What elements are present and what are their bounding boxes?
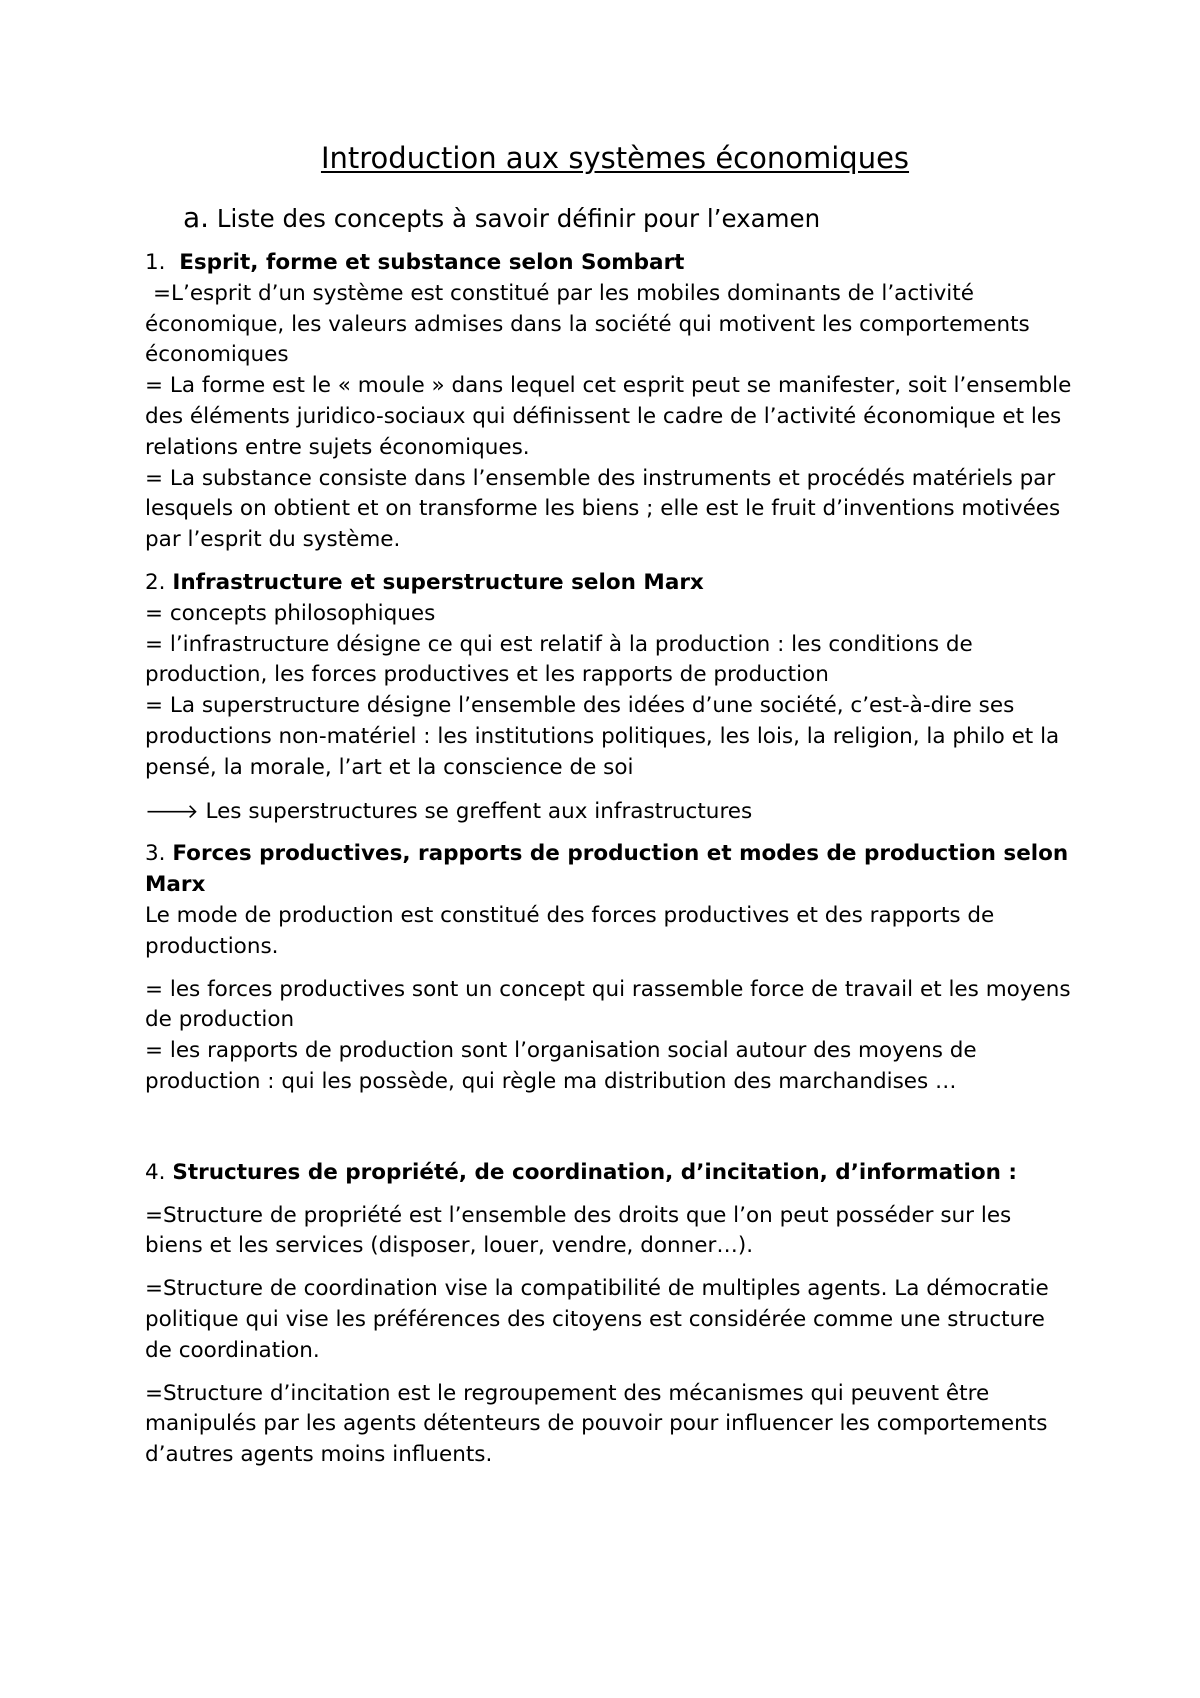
concept-4-heading-line (145, 1158, 1075, 1189)
subtitle-letter: a. (183, 200, 210, 234)
concept-section-2 (145, 568, 1075, 784)
subtitle-text: Liste des concepts à savoir définir pour l’examen (209, 203, 821, 233)
section-subtitle (183, 200, 1075, 236)
concept-2-definition-infrastructure: = l’infrastructure désigne ce qui est relatif à la production : les conditions de production, les forces productives et les rapports de production (145, 631, 973, 688)
concept-section-3 (145, 839, 1075, 962)
concept-1-definition-substance: = La substance consiste dans l’ensemble des instruments et procédés matériels par lesquels on obtient et on transforme les biens ; elle est le fruit d’inventions motivées par l’esprit du système. (145, 465, 1061, 553)
concept-1-definition-forme: = La forme est le « moule » dans lequel cet esprit peut se manifester, soit l’ensemble des éléments juridico-sociaux qui définissent le cadre de l’activité économique et les relations entre sujets économiques. (145, 373, 1072, 460)
concept-2-number: 2. (145, 570, 166, 596)
concept-4-definition-incitation: =Structure d’incitation est le regroupement des mécanismes qui peuvent être manipulés par les agents détenteurs de pouvoir pour influencer les comportements d’autres agents moins influents. (145, 1380, 1048, 1468)
concept-2-definition-philo: = concepts philosophiques (145, 600, 436, 626)
concept-3-definition-mode: Le mode de production est constitué des forces productives et des rapports de productions. (145, 903, 995, 959)
concept-4-definition-propriete: =Structure de propriété est l’ensemble des droits que l’on peut posséder sur les biens et les services (disposer, louer, vendre, donner…). (145, 1202, 1012, 1259)
concept-2-conclusion (145, 796, 1075, 828)
concept-3-definition-forces: = les forces productives sont un concept qui rassemble force de travail et les moyens de production (145, 976, 1071, 1033)
concept-4-definition-coordination: =Structure de coordination vise la compatibilité de multiples agents. La démocratie politique qui vise les préférences des citoyens est considérée comme une structure de coordination. (145, 1276, 1049, 1363)
concept-section-1 (145, 248, 1075, 556)
concept-4-number: 4. (145, 1159, 166, 1185)
arrow-right-icon: 🡒 (145, 798, 199, 823)
spacer (145, 1110, 1075, 1158)
concept-1-number: 1. (145, 250, 166, 276)
concept-2-conclusion-text: Les superstructures se greffent aux infrastructures (198, 798, 753, 824)
concept-3-definition-rapports: = les rapports de production sont l’organisation social autour des moyens de production : qui les possède, qui règle ma distribution des marchandises … (145, 1038, 977, 1094)
concept-3-heading: Forces productives, rapports de production et modes de production selon Marx (145, 841, 1069, 898)
concept-2-heading: Infrastructure et superstructure selon Marx (172, 570, 704, 596)
concept-section-4 (145, 1158, 1075, 1189)
concept-1-heading: Esprit, forme et substance selon Sombart (179, 250, 685, 276)
document-title: Introduction aux systèmes économiques (320, 141, 910, 175)
concept-section-3-details (145, 975, 1075, 1098)
concept-4-heading: Structures de propriété, de coordination, d’incitation, d’information : (172, 1159, 1017, 1185)
concept-2-definition-superstructure: = La superstructure désigne l’ensemble des idées d’une société, c’est-à-dire ses productions non-matériel : les institutions politiques, les lois, la religion, la philo et la pensé, la morale, l’art et la conscience de soi (145, 693, 1060, 780)
document-page (145, 140, 1075, 1483)
concept-3-number: 3. (145, 841, 166, 867)
concept-1-heading-line (145, 248, 1075, 279)
concept-3-heading-line (145, 839, 1075, 901)
concept-1-definition-esprit: =L’esprit d’un système est constitué par les mobiles dominants de l’activité économique, les valeurs admises dans la société qui motivent les comportements économiques (145, 280, 1030, 368)
concept-2-heading-line (145, 568, 1075, 599)
